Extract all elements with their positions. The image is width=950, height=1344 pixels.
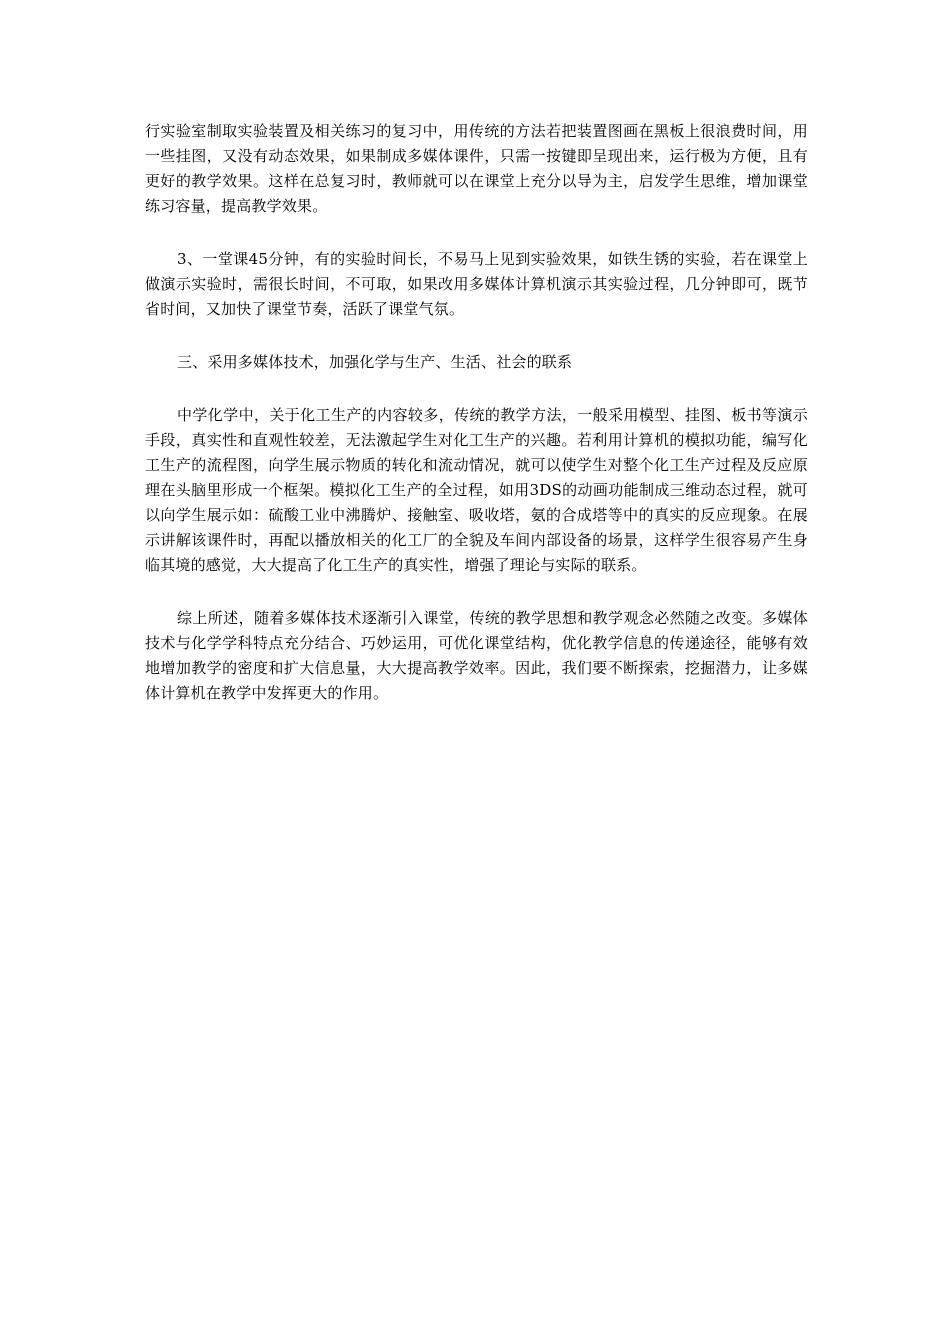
section-heading: 三、采用多媒体技术，加强化学与生产、生活、社会的联系 [177,353,573,371]
paragraph-continuation: 行实验室制取实验装置及相关练习的复习中，用传统的方法若把装置图画在黑板上很浪费时间，用一些挂图，又没有动态效果，如果制成多媒体课件，只需一按键即呈现出来，运行极为方便，且有更好的教学效果。这样在总复习时，教师就可以在课堂上充分以导为主，启发学生思维，增加课堂练习容量，提高教学效果。 [145,122,808,215]
document-page [145,119,808,734]
paragraph-chemical-production: 中学化学中，关于化工生产的内容较多，传统的教学方法，一般采用模型、挂图、板书等演示手段，真实性和直观性较差，无法激起学生对化工生产的兴趣。若利用计算机的模拟功能，编写化工生产的流程图，向学生展示物质的转化和流动情况，就可以使学生对整个化工生产过程及反应原理在头脑里形成一个框架。模拟化工生产的全过程，如用3DS的动画功能制成三维动态过程，就可以向学生展示如：硫酸工业中沸腾炉、接触室、吸收塔，氨的合成塔等中的真实的反应现象。在展示讲解该课件时，再配以播放相关的化工厂的全貌及车间内部设备的场景，这样学生很容易产生身临其境的感觉，大大提高了化工生产的真实性，增强了理论与实际的联系。 [145,406,808,574]
paragraph-conclusion: 综上所述，随着多媒体技术逐渐引入课堂，传统的教学思想和教学观念必然随之改变。多媒体技术与化学学科特点充分结合、巧妙运用，可优化课堂结构，优化教学信息的传递途径，能够有效地增加教学的密度和扩大信息量，大大提高教学效率。因此，我们要不断探索，挖掘潜力，让多媒体计算机在教学中发挥更大的作用。 [145,609,808,702]
paragraph-experiment-time: 3、一堂课45分钟，有的实验时间长，不易马上见到实验效果，如铁生锈的实验，若在课堂上做演示实验时，需很长时间，不可取，如果改用多媒体计算机演示其实验过程，几分钟即可，既节省时间，又加快了课堂节奏，活跃了课堂气氛。 [145,250,808,318]
